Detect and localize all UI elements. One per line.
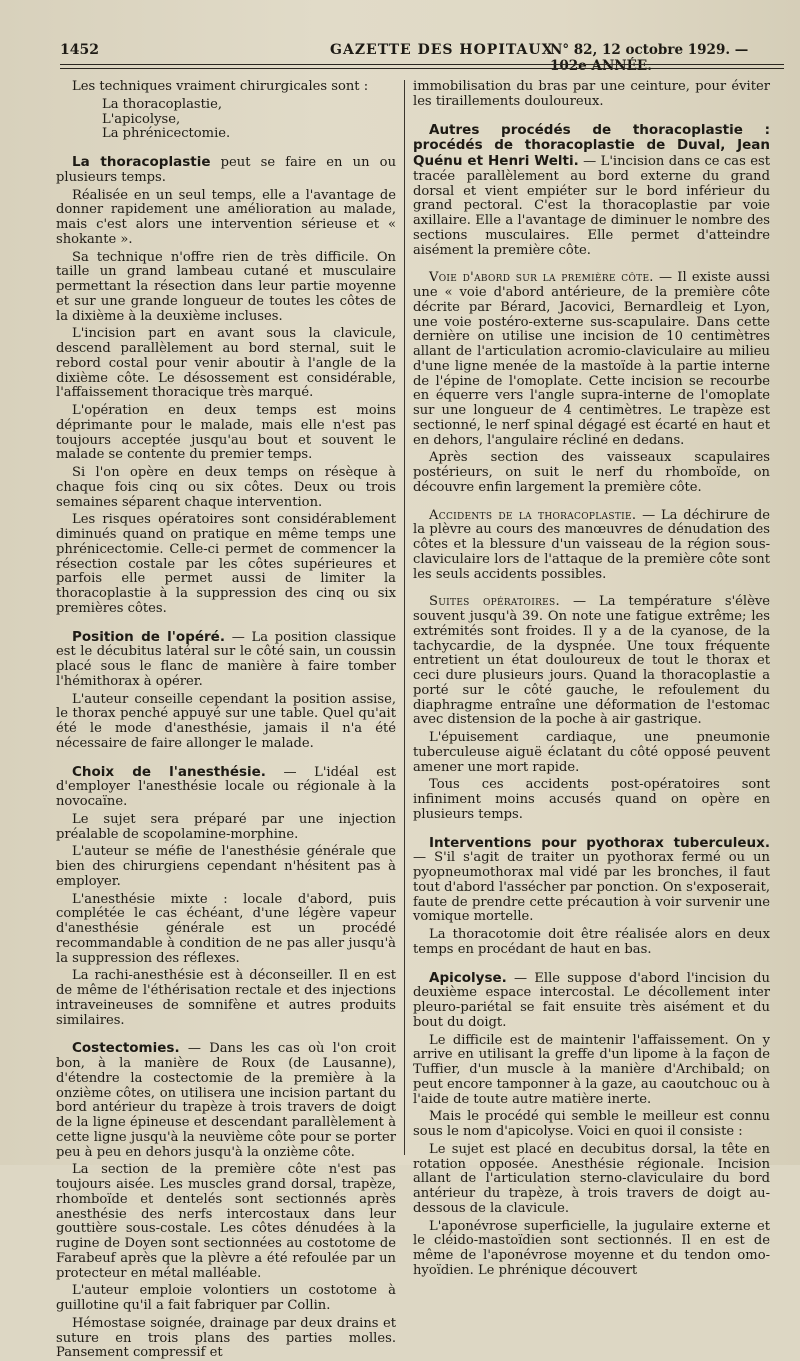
paragraph: L'anesthésie mixte : locale d'abord, puis complétée le cas échéant, d'une légère vapeur d'anesthésie générale est un procédé recommandable à condition de ne pas aller jusqu'à la suppression des réflexes.	[56, 891, 396, 966]
paragraph: Choix de l'anesthésie. — L'idéal est d'employer l'anesthésie locale ou régionale à la novocaïne.	[56, 763, 396, 809]
paragraph: Voie d'abord sur la première côte. — Il existe aussi une « voie d'abord antérieure, de la première côte décrite par Bérard, Jacovici, Bernardleig et Lyon, une voie postéro-externe sus-scapulaire. Dans cette dernière on utilise une incision de 10 centimètres allant de l'articulation acromio-claviculaire au milieu d'une ligne menée de la mastoïde à la partie interne de l'épine de l'omoplate. Cette incision se recourbe en équerre vers l'angle supra-interne de l'omoplate sur une longueur de 4 centimètres. Le trapèze est sectionné, le nerf spinal dégagé est écarté en haut et en dehors, l'angulaire récliné en dedans.	[413, 270, 770, 448]
paragraph: La section de la première côte n'est pas toujours aisée. Les muscles grand dorsal, trapèze, rhomboïde et dentelés sont sectionnés après anesthésie des nerfs intercostaux dans leur gouttière sous-costale. Les côtes dénudées à la rugine de Doyen sont sectionnées au costotome de Farabeuf après que la plèvre a été refoulée par un protecteur en métal malléable.	[56, 1162, 396, 1281]
issue-info: N° 82, 12 octobre 1929. — 102e ANNÉE.	[550, 42, 749, 74]
section-heading: Accidents de la thoracoplastie.	[429, 507, 637, 523]
paragraph: Réalisée en un seul temps, elle a l'avantage de donner rapidement une amélioration au malade, mais c'est alors une intervention sérieuse et « shokante ».	[56, 187, 396, 247]
header-rule-double	[60, 68, 784, 69]
column-divider	[404, 80, 405, 1155]
paragraph: L'aponévrose superficielle, la jugulaire externe et le cléido-mastoïdien sont sectionnés. Il en est de même de l'aponévrose moyenne et du tendon omo-hyoïdien. Le phrénique découvert	[413, 1218, 770, 1278]
paragraph: L'épuisement cardiaque, une pneumonie tuberculeuse aiguë éclatant du côté opposé peuvent amener une mort rapide.	[413, 730, 770, 775]
list-item: L'apicolyse,	[102, 111, 181, 127]
paragraph: Les risques opératoires sont considérablement diminués quand on pratique en même temps une phrénicectomie. Celle-ci permet de commencer la résection costale par les côtes supérieures et parfois elle permet aussi de limiter la thoracoplastie à la suppression des cinq ou six premières côtes.	[56, 512, 396, 616]
paragraph: L'opération en deux temps est moins déprimante pour le malade, mais elle n'est pas toujours acceptée jusqu'au bout et souvent le malade se contente du premier temps.	[56, 403, 396, 463]
list-item: La thoracoplastie,	[102, 96, 222, 112]
paragraph: Interventions pour pyothorax tuberculeux. — S'il s'agit de traiter un pyothorax fermé ou un pyopneumothorax mal vidé par les bronches, il faut tout d'abord l'assécher par ponction. On s'exposerait, faute de prendre cette précaution à voir survenir une vomique mortelle.	[413, 834, 770, 925]
paragraph: Position de l'opéré. — La position classique est le décubitus latéral sur le côté sain, un coussin placé sous le flanc de manière à faire tomber l'hémithorax à opérer.	[56, 628, 396, 689]
page-header	[60, 42, 784, 74]
paragraph: Le difficile est de maintenir l'affaissement. On y arrive en utilisant la greffe d'un lipome à la façon de Tuffier, d'un muscle à la manière d'Archibald; on peut encore tamponner à la gaze, au caoutchouc ou à l'aide de toute autre matière inerte.	[413, 1032, 770, 1107]
section-heading: Autres procédés de thoracoplastie : procédés de thoracoplastie de Duval, Jean Quénu et Henri Welti.	[413, 121, 770, 169]
paragraph: L'incision part en avant sous la clavicule, descend parallèlement au bord sternal, suit le rebord costal pour venir aboutir à l'angle de la dixième côte. Le désossement est considérable, l'affaissement thoracique très marqué.	[56, 326, 396, 401]
paragraph: La rachi-anesthésie est à déconseiller. Il en est de même de l'éthérisation rectale et des injections intraveineuses de somnifène et autres produits similaires.	[56, 968, 396, 1028]
paragraph: Costectomies. — Dans les cas où l'on croit bon, à la manière de Roux (de Lausanne), d'étendre la costectomie de la première à la onzième côtes, on utilisera une incision partant du bord antérieur du trapèze à trois travers de doigt de la ligne épineuse et descendant parallèlement à cette ligne jusqu'à la neuvième côte pour se porter peu à peu en dehors jusqu'à la onzième côte.	[56, 1040, 396, 1160]
left-column	[56, 79, 397, 1361]
header-rule	[60, 64, 784, 65]
paragraph: Mais le procédé qui semble le meilleur est connu sous le nom d'apicolyse. Voici en quoi il consiste :	[413, 1109, 770, 1139]
paragraph: Apicolyse. — Elle suppose d'abord l'incision du deuxième espace intercostal. Le décollement inter pleuro-pariétal se fait ensuite très aisément et du bout du doigt.	[413, 969, 770, 1030]
paragraph: La thoracoplastie peut se faire en un ou plusieurs temps.	[56, 154, 397, 185]
paragraph: Tous ces accidents post-opératoires sont infiniment moins accusés quand on opère en plusieurs temps.	[413, 777, 770, 822]
intro-text: Les techniques vraiment chirurgicales sont :	[72, 79, 369, 94]
section-heading: Voie d'abord sur la première côte.	[429, 270, 654, 286]
section-heading: Apicolyse.	[429, 969, 507, 986]
paragraph: Le sujet est placé en decubitus dorsal, la tête en rotation opposée. Anesthésie régionale. Incision allant de l'articulation sterno-claviculaire du bord antérieur du trapèze, à trois travers de doigt au-dessous de la clavicule.	[413, 1141, 770, 1216]
paragraph: Après section des vaisseaux scapulaires postérieurs, on suit le nerf du rhomboïde, on découvre enfin largement la première côte.	[413, 450, 770, 495]
paragraph: Si l'on opère en deux temps on résèque à chaque fois cinq ou six côtes. Deux ou trois semaines séparent chaque intervention.	[56, 465, 396, 510]
section-heading: Suites opératoires.	[429, 594, 560, 610]
paragraph: Le sujet sera préparé par une injection préalable de scopolamine-morphine.	[56, 811, 396, 842]
paragraph: Sa technique n'offre rien de très difficile. On taille un grand lambeau cutané et musculaire permettant la résection dans leur partie moyenne et sur une grande longueur de toutes les côtes de la dixième à la deuxième incluses.	[56, 249, 396, 324]
paragraph: Accidents de la thoracoplastie. — La déchirure de la plèvre au cours des manœuvres de dénudation des côtes et la blessure d'un vaisseau de la région sous-claviculaire lors de l'attaque de la première côte sont les seuls accidents possibles.	[413, 507, 770, 582]
section-heading: La thoracoplastie	[72, 154, 211, 170]
list-item: La phrénicectomie.	[102, 126, 231, 142]
paragraph: L'auteur conseille cependant la position assise, le thorax penché appuyé sur une table. Quel qu'ait été le mode d'anesthésie, jamais il n'a été nécessaire de faire allonger le malade.	[56, 691, 396, 751]
paragraph: Suites opératoires. — La température s'élève souvent jusqu'à 39. On note une fatigue extrême; les extrémités sont froides. Il y a de la cyanose, de la tachycardie, de la dyspnée. Une toux fréquente entretient un état douloureux de tout le thorax et ceci dure plusieurs jours. Quand la thoracoplastie a porté sur le côté gauche, le refoulement du diaphragme entraîne une déformation de l'estomac avec distension de la poche à air gastrique.	[413, 594, 770, 728]
section-heading: Choix de l'anesthésie.	[72, 763, 266, 780]
paragraph: Hémostase soignée, drainage par deux drains et suture en trois plans des parties molles. Pansement compressif et	[56, 1315, 396, 1361]
section-heading: Interventions pour pyothorax tuberculeux.	[429, 834, 770, 851]
section-heading: Costectomies.	[72, 1040, 180, 1057]
section-heading: Position de l'opéré.	[72, 628, 225, 645]
paragraph: Autres procédés de thoracoplastie : procédés de thoracoplastie de Duval, Jean Quénu et Henri Welti. — L'incision dans ce cas est tracée parallèlement au bord externe du grand dorsal et vient empiéter sur le bord inférieur du grand pectoral. C'est la thoracoplastie par voie axillaire. Elle a l'avantage de diminuer le nombre des sections musculaires. Elle permet d'atteindre aisément la première côte.	[413, 121, 770, 258]
right-column	[413, 79, 770, 1278]
paragraph: L'auteur emploie volontiers un costotome à guillotine qu'il a fait fabriquer par Collin.	[56, 1283, 396, 1313]
page-number: 1452	[60, 42, 99, 58]
paragraph: La thoracotomie doit être réalisée alors en deux temps en procédant de haut en bas.	[413, 927, 770, 957]
paragraph: L'auteur se méfie de l'anesthésie générale que bien des chirurgiens cependant n'hésitent pas à employer.	[56, 844, 396, 889]
paragraph: immobilisation du bras par une ceinture, pour éviter les tiraillements douloureux.	[413, 79, 770, 109]
gazette-title: GAZETTE DES HOPITAUX	[330, 42, 554, 58]
